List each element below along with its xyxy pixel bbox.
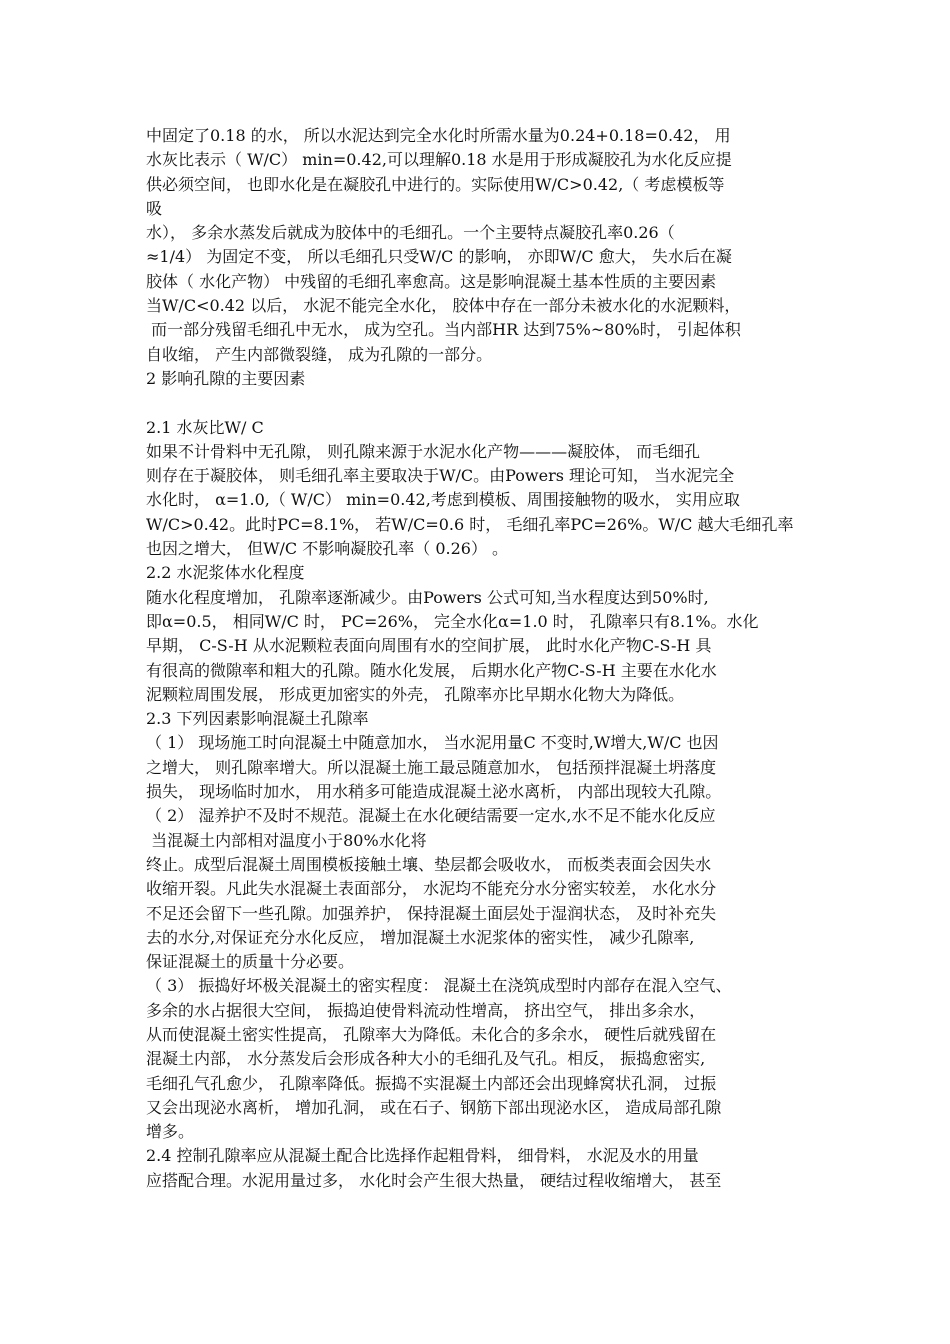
text-line: 早期， C-S-H 从水泥颗粒表面向周围有水的空间扩展， 此时水化产物C-S-H 具 <box>146 636 712 656</box>
text-line: 收缩开裂。凡此失水混凝土表面部分， 水泥均不能充分水分密实较差， 水化水分 <box>146 879 717 899</box>
text-line: 2.2 水泥浆体水化程度 <box>146 563 305 583</box>
text-line: 则存在于凝胶体， 则毛细孔率主要取决于W/C。由Powers 理论可知， 当水泥完全 <box>146 466 735 486</box>
text-line: 有很高的微隙率和粗大的孔隙。随水化发展， 后期水化产物C-S-H 主要在水化水 <box>146 660 717 680</box>
text-line: 从而使混凝土密实性提高， 孔隙率大为降低。未化合的多余水， 硬性后就残留在 <box>146 1024 717 1044</box>
text-line: 即α=0.5， 相同W/C 时， PC=26%， 完全水化α=1.0 时， 孔隙率只有8.1%。水化 <box>146 611 759 631</box>
text-line: 终止。成型后混凝土周围模板接触土壤、垫层都会吸收水， 而板类表面会因失水 <box>146 854 712 874</box>
document-body <box>146 124 826 1193</box>
text-line: 吸 <box>146 198 163 218</box>
text-line: 又会出现泌水离析， 增加孔洞， 或在石子、钢筋下部出现泌水区， 造成局部孔隙 <box>146 1097 722 1117</box>
text-line: 去的水分,对保证充分水化反应， 增加混凝土水泥浆体的密实性， 减少孔隙率, <box>146 927 695 947</box>
text-line: 损失， 现场临时加水， 用水稍多可能造成混凝土泌水离析， 内部出现较大孔隙。 <box>146 782 722 802</box>
text-line: 当混凝土内部相对温度小于80%水化将 <box>146 830 427 850</box>
text-line: 应搭配合理。水泥用量过多， 水化时会产生很大热量， 硬结过程收缩增大， 甚至 <box>146 1170 722 1190</box>
text-line: 也因之增大， 但W/C 不影响凝胶孔率（ 0.26） 。 <box>146 539 509 559</box>
text-line: 2.4 控制孔隙率应从混凝土配合比选择作起粗骨料， 细骨料， 水泥及水的用量 <box>146 1146 699 1166</box>
text-line: （ 1） 现场施工时向混凝土中随意加水， 当水泥用量C 不变时,W增大,W/C 也因 <box>146 733 719 753</box>
text-line: 多余的水占据很大空间， 振捣迫使骨料流动性增高， 挤出空气， 排出多余水， <box>146 1000 706 1020</box>
text-line: 泥颗粒周围发展， 形成更加密实的外壳， 孔隙率亦比早期水化物大为降低。 <box>146 684 685 704</box>
text-line: ≈1/4） 为固定不变， 所以毛细孔只受W/C 的影响， 亦即W/C 愈大， 失水后在凝 <box>146 247 732 267</box>
text-line: 而一部分残留毛细孔中无水， 成为空孔。当内部HR 达到75%~80%时， 引起体积 <box>146 320 741 340</box>
text-line: 水灰比表示（ W/C） min=0.42,可以理解0.18 水是用于形成凝胶孔为水化反应提 <box>146 150 732 170</box>
text-line: 混凝土内部， 水分蒸发后会形成各种大小的毛细孔及气孔。相反， 振捣愈密实, <box>146 1049 706 1069</box>
text-line: 之增大， 则孔隙率增大。所以混凝土施工最忌随意加水， 包括预拌混凝土坍落度 <box>146 757 717 777</box>
text-line: 增多。 <box>146 1122 195 1142</box>
text-line: 中固定了0.18 的水， 所以水泥达到完全水化时所需水量为0.24+0.18=0.42， 用 <box>146 126 731 145</box>
text-line <box>146 391 826 415</box>
text-line: 2.1 水灰比W/ C <box>146 417 264 437</box>
text-line: 毛细孔气孔愈少， 孔隙率降低。振捣不实混凝土内部还会出现蜂窝状孔洞， 过振 <box>146 1073 717 1093</box>
text-line: 2.3 下列因素影响混凝土孔隙率 <box>146 709 369 729</box>
text-line: 水）， 多余水蒸发后就成为胶体中的毛细孔。一个主要特点凝胶孔率0.26（ <box>146 223 675 243</box>
text-line: 胶体（ 水化产物） 中残留的毛细孔率愈高。这是影响混凝土基本性质的主要因素 <box>146 271 717 291</box>
text-line: （ 3） 振捣好坏极关混凝土的密实程度： 混凝土在浇筑成型时内部存在混入空气、 <box>146 976 732 996</box>
text-line: 当W/C<0.42 以后， 水泥不能完全水化， 胶体中存在一部分未被水化的水泥颗料， <box>146 296 741 316</box>
text-line: 供必须空间， 也即水化是在凝胶孔中进行的。实际使用W/C>0.42,（ 考虑模板等 <box>146 174 725 194</box>
text-line: 2 影响孔隙的主要因素 <box>146 368 306 388</box>
text-line: 如果不计骨料中无孔隙， 则孔隙来源于水泥水化产物———凝胶体， 而毛细孔 <box>146 441 701 461</box>
text-line: 水化时， α=1.0,（ W/C） min=0.42,考虑到模板、周围接触物的吸水， 实用应取 <box>146 490 740 510</box>
text-line: 随水化程度增加， 孔隙率逐渐减少。由Powers 公式可知,当水程度达到50%时, <box>146 587 709 607</box>
text-line: W/C>0.42。此时PC=8.1%， 若W/C=0.6 时， 毛细孔率PC=26%。W/C 越大毛细孔率 <box>146 514 794 534</box>
text-line: （ 2） 湿养护不及时不规范。混凝土在水化硬结需要一定水,水不足不能水化反应 <box>146 806 716 826</box>
text-line: 自收缩， 产生内部微裂缝， 成为孔隙的一部分。 <box>146 344 493 364</box>
text-line: 不足还会留下一些孔隙。加强养护， 保持混凝土面层处于湿润状态， 及时补充失 <box>146 903 717 923</box>
text-line: 保证混凝土的质量十分必要。 <box>146 952 355 972</box>
